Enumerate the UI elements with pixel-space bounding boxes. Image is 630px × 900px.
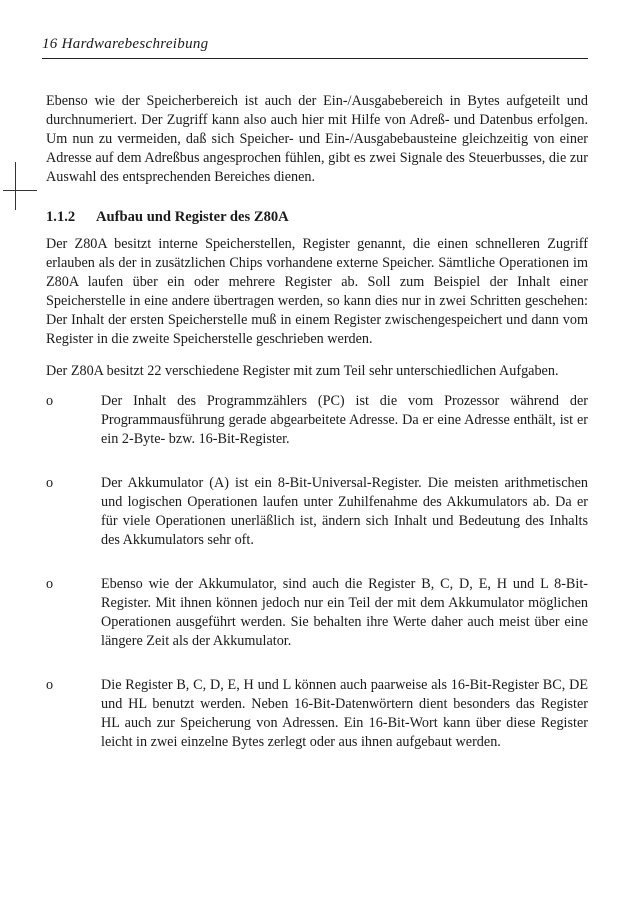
bullet-text: Der Inhalt des Programmzählers (PC) ist die vom Prozessor während der Programmausführung gerade abgearbeitete Adresse. Da er eine Adresse enthält, ist er ein 2-Byte- bzw. 16-Bit-Register.: [101, 393, 588, 447]
margin-mark-vertical: [15, 162, 16, 210]
header-rule: [42, 58, 588, 59]
bullet-item-register-pairs: [46, 676, 588, 752]
bullet-text: Ebenso wie der Akkumulator, sind auch die Register B, C, D, E, H und L 8-Bit-Register. Mit ihnen können jedoch nur ein Teil der mit dem Akkumulator möglichen Operationen ausgeführt werden. Sie behalten ihre Werte daher auch meist über eine längere Zeit als der Akkumulator.: [101, 576, 588, 649]
margin-mark-horizontal: [3, 190, 37, 191]
bullet-item-accumulator: [46, 474, 588, 550]
section-number: 1.1.2: [46, 209, 76, 225]
section-heading: [46, 207, 588, 227]
intro-paragraph: Ebenso wie der Speicherbereich ist auch der Ein-/Ausgabebereich in Bytes aufgeteilt und durchnumeriert. Der Zugriff kann also auch hier mit Hilfe von Adreß- und Datenbus erfolgen. Um nun zu vermeiden, daß sich Speicher- und Ein-/Ausgabebausteine gleichzeitig von einer Adresse auf dem Adreßbus angesprochen fühlen, gibt es zwei Signale des Steuerbusses, die zur Auswahl des entsprechenden Bereiches dienen.: [46, 93, 588, 185]
bullet-item-8bit-registers: [46, 575, 588, 651]
bullet-text: Der Akkumulator (A) ist ein 8-Bit-Universal-Register. Die meisten arithmetischen und logischen Operationen laufen unter Zuhilfenahme des Akkumulators ab. Da er für viele Operationen unerläßlich ist, ändern sich Inhalt und Bedeutung des Inhalts des Akkumulators sehr oft.: [101, 475, 588, 548]
bullet-marker: o: [46, 677, 54, 693]
bullet-marker: o: [46, 576, 54, 592]
register-count-paragraph: Der Z80A besitzt 22 verschiedene Register mit zum Teil sehr unterschiedlichen Aufgaben.: [46, 363, 559, 379]
page-header: 16 Hardwarebeschreibung: [42, 36, 209, 52]
section-title: Aufbau und Register des Z80A: [96, 209, 289, 225]
registers-paragraph: Der Z80A besitzt interne Speicherstellen, Register genannt, die einen schnelleren Zugriff erlauben als der in zusätzlichen Chips vorhandene externe Speicher. Sämtliche Operationen im Z80A laufen über ein oder mehrere Register ab. Soll zum Beispiel der Inhalt einer Speicherstelle in eine andere übertragen werden, so kann dies nur in zwei Schritten geschehen: Der Inhalt der ersten Speicherstelle muß in einem Register zwischengespeichert und dann vom Register in die zweite Speicherstelle geschrieben werden.: [46, 236, 588, 347]
bullet-text: Die Register B, C, D, E, H und L können auch paarweise als 16-Bit-Register BC, DE und HL benutzt werden. Neben 16-Bit-Datenwörtern dient besonders das Register HL auch zur Speicherung von Adressen. Ein 16-Bit-Wort kann über diese Register leicht in zwei einzelne Bytes zerlegt oder aus ihnen aufgebaut werden.: [101, 677, 588, 750]
page-content: [46, 92, 588, 752]
bullet-marker: o: [46, 475, 54, 491]
bullet-item-pc: [46, 392, 588, 449]
bullet-marker: o: [46, 393, 54, 409]
